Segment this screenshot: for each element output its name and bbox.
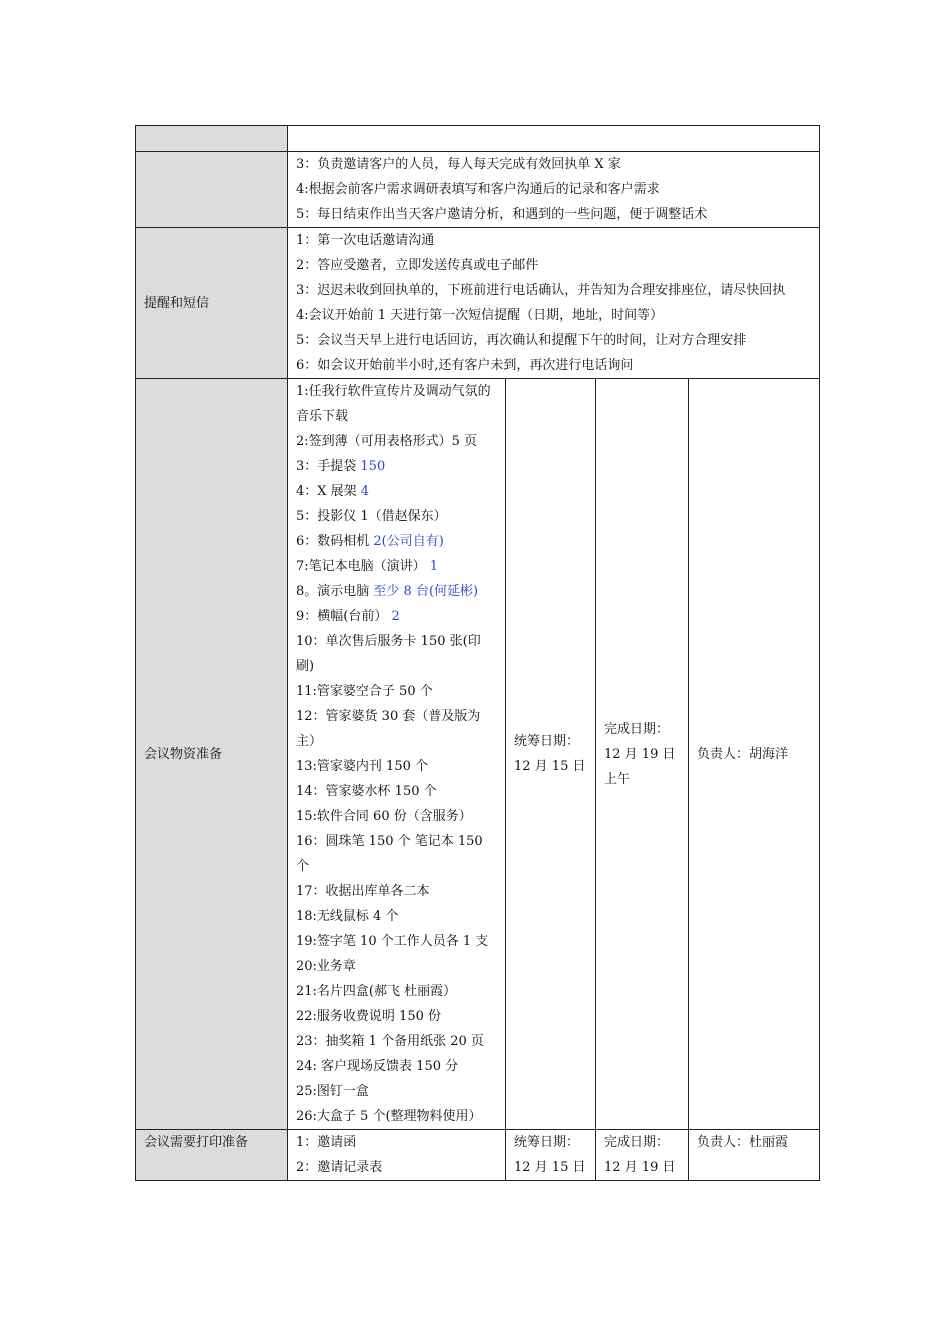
- materials-plan-date: 统筹日期：12 月 15 日: [506, 379, 596, 1130]
- invite-line: 3：负责邀请客户的人员，每人每天完成有效回执单 X 家: [296, 157, 621, 172]
- material-item-text: 15:软件合同 60 份（含服务）: [296, 809, 472, 824]
- material-item: [296, 454, 497, 479]
- material-item-text: 26:大盒子 5 个(整理物料使用）: [296, 1109, 482, 1124]
- materials-label: 会议物资准备: [136, 379, 288, 1130]
- material-item: [296, 529, 497, 554]
- material-item: [296, 779, 497, 804]
- material-item-text: 6：数码相机: [296, 534, 374, 549]
- conference-task-table: [135, 125, 820, 1181]
- material-item-text: 18:无线鼠标 4 个: [296, 909, 399, 924]
- invite-line: 5：每日结束作出当天客户邀请分析，和遇到的一些问题，便于调整话术: [296, 207, 708, 222]
- invite-line: 4:根据会前客户需求调研表填写和客户沟通后的记录和客户需求: [296, 182, 660, 197]
- material-item: [296, 1079, 497, 1104]
- material-item: [296, 929, 497, 954]
- print-row: [136, 1130, 820, 1181]
- print-content: [288, 1130, 506, 1181]
- invite-content: [288, 152, 820, 228]
- empty-header-row: [136, 126, 820, 152]
- material-item-text: 2:签到薄（可用表格形式）5 页: [296, 434, 478, 449]
- material-item: [296, 879, 497, 904]
- material-item-text: 8。演示电脑: [296, 584, 374, 599]
- material-item-text: 17：收据出库单各二本: [296, 884, 430, 899]
- material-item-text: 14：管家婆水杯 150 个: [296, 784, 437, 799]
- materials-list: [288, 379, 506, 1130]
- print-plan-date: 统筹日期：12 月 15 日: [506, 1130, 596, 1181]
- remind-content: [288, 228, 820, 379]
- material-item: [296, 554, 497, 579]
- material-item: [296, 829, 497, 879]
- material-item-text: 12：管家婆货 30 套（普及版为主）: [296, 709, 481, 749]
- materials-done-date: 完成日期：12 月 19 日上午: [596, 379, 689, 1130]
- material-item-text: 3：手提袋: [296, 459, 361, 474]
- remind-row: [136, 228, 820, 379]
- materials-owner: 负责人：胡海洋: [689, 379, 820, 1130]
- material-item: [296, 579, 497, 604]
- material-item: [296, 979, 497, 1004]
- remind-line: 2：答应受邀者，立即发送传真或电子邮件: [296, 258, 539, 273]
- material-item: [296, 429, 497, 454]
- material-item-text: 5：投影仪 1（借赵保东）: [296, 509, 447, 524]
- print-line: 1：邀请函: [296, 1135, 357, 1150]
- material-item-quantity: 至少 8 台(何延彬): [373, 584, 479, 599]
- material-item: [296, 804, 497, 829]
- empty-content-cell: [288, 126, 820, 152]
- material-item-text: 20:业务章: [296, 959, 356, 974]
- invite-row: [136, 152, 820, 228]
- material-item-text: 19:签字笔 10 个工作人员各 1 支: [296, 934, 489, 949]
- material-item-quantity: 2(公司自有): [373, 534, 444, 549]
- material-item: [296, 629, 497, 679]
- material-item-text: 11:管家婆空合子 50 个: [296, 684, 433, 699]
- material-item-text: 4：X 展架: [296, 484, 361, 499]
- material-item-text: 24: 客户现场反馈表 150 分: [296, 1059, 459, 1074]
- material-item: [296, 679, 497, 704]
- material-item-quantity: 1: [429, 559, 439, 574]
- material-item-text: 16：圆珠笔 150 个 笔记本 150 个: [296, 834, 483, 874]
- remind-line: 3：迟迟未收到回执单的，下班前进行电话确认，并告知为合理安排座位，请尽快回执: [296, 283, 786, 298]
- material-item: [296, 379, 497, 429]
- material-item: [296, 504, 497, 529]
- material-item-text: 25:图钉一盒: [296, 1084, 369, 1099]
- materials-row: [136, 379, 820, 1130]
- material-item: [296, 904, 497, 929]
- material-item: [296, 1004, 497, 1029]
- material-item: [296, 1054, 497, 1079]
- remind-line: 5：会议当天早上进行电话回访，再次确认和提醒下午的时间，让对方合理安排: [296, 333, 747, 348]
- print-line: 2：邀请记录表: [296, 1160, 383, 1175]
- material-item-text: 9：横幅(台前）: [296, 609, 392, 624]
- material-item-text: 1:任我行软件宣传片及调动气氛的音乐下载: [296, 384, 491, 424]
- empty-label-cell: [136, 126, 288, 152]
- material-item: [296, 704, 497, 754]
- print-label: 会议需要打印准备: [136, 1130, 288, 1181]
- material-item-quantity: 150: [360, 459, 386, 474]
- material-item-text: 21:名片四盒(郝飞 杜丽霞）: [296, 984, 457, 999]
- material-item-text: 7:笔记本电脑（演讲）: [296, 559, 430, 574]
- material-item: [296, 1104, 497, 1129]
- material-item: [296, 954, 497, 979]
- remind-line: 4:会议开始前 1 天进行第一次短信提醒（日期，地址，时间等）: [296, 308, 664, 323]
- invite-label: [136, 152, 288, 228]
- material-item-text: 10：单次售后服务卡 150 张(印刷): [296, 634, 481, 674]
- material-item: [296, 754, 497, 779]
- material-item-text: 23：抽奖箱 1 个备用纸张 20 页: [296, 1034, 484, 1049]
- material-item-text: 13:管家婆内刊 150 个: [296, 759, 428, 774]
- remind-line: 6：如会议开始前半小时,还有客户未到，再次进行电话询问: [296, 358, 634, 373]
- material-item: [296, 479, 497, 504]
- remind-label: 提醒和短信: [136, 228, 288, 379]
- material-item-quantity: 2: [391, 609, 400, 624]
- material-item: [296, 1029, 497, 1054]
- material-item: [296, 604, 497, 629]
- print-done-date: 完成日期：12 月 19 日: [596, 1130, 689, 1181]
- print-owner: 负责人：杜丽霞: [689, 1130, 820, 1181]
- material-item-text: 22:服务收费说明 150 份: [296, 1009, 441, 1024]
- remind-line: 1：第一次电话邀请沟通: [296, 233, 435, 248]
- material-item-quantity: 4: [360, 484, 370, 499]
